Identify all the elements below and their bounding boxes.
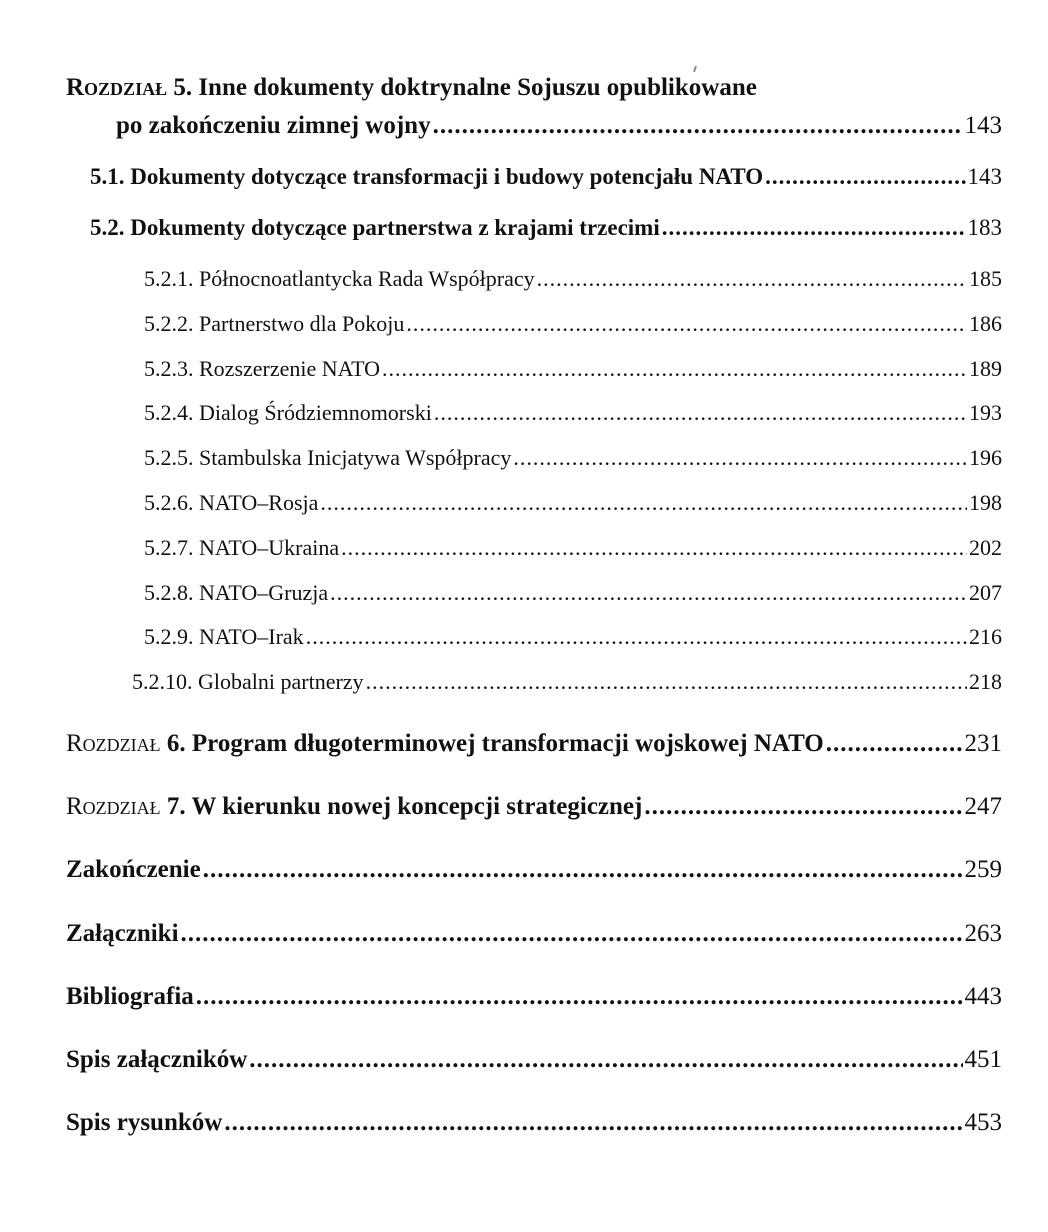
dot-leader: [249, 1046, 962, 1074]
subsection-page: 216: [969, 624, 1002, 649]
scan-speck: [693, 66, 697, 72]
subsection-label: 5.2.9. NATO–Irak: [144, 624, 304, 649]
subsection-label: 5.2.6. NATO–Rosja: [144, 490, 319, 515]
chapter-title: 7. W kierunku nowej koncepcji strategicznej: [160, 793, 643, 820]
toc-backmatter-entry: [66, 1046, 1002, 1074]
dot-leader: [196, 983, 963, 1011]
subsection-page: 218: [969, 669, 1002, 694]
subsection-page: 189: [969, 356, 1002, 381]
subsection-label: 5.2.1. Północnoatlantycka Rada Współpracy: [144, 266, 535, 291]
chapter-page: 247: [964, 793, 1002, 820]
toc-subsection-entry: [144, 535, 1002, 561]
chapter-5-prefix: Rozdział: [66, 74, 168, 101]
subsection-label: 5.2.4. Dialog Śródziemnomorski: [144, 400, 432, 425]
subsection-page: 185: [969, 266, 1002, 291]
subsection-page: 198: [969, 490, 1002, 515]
subsection-page: 193: [969, 400, 1002, 425]
dot-leader: [366, 669, 967, 695]
chapter-title: 6. Program długoterminowej transformacji wojskowej NATO: [160, 730, 824, 757]
subsection-label: 5.2.8. NATO–Gruzja: [144, 580, 329, 605]
backmatter-label: Spis załączników: [66, 1046, 248, 1073]
dot-leader: [306, 624, 967, 650]
dot-leader: [406, 311, 967, 337]
chapter-5-page: 143: [964, 112, 1002, 139]
backmatter-label: Zakończenie: [66, 856, 201, 883]
chapter-5-entry: [116, 112, 1002, 140]
toc-backmatter-entry: [66, 983, 1002, 1011]
dot-leader: [181, 920, 963, 948]
toc-chapter-entry: [66, 730, 1002, 758]
section-page: 183: [967, 215, 1002, 240]
chapter-prefix: Rozdział: [66, 793, 161, 820]
dot-leader: [826, 730, 963, 758]
dot-leader: [341, 535, 967, 561]
toc-backmatter-entry: [66, 920, 1002, 948]
section-label: 5.1. Dokumenty dotyczące transformacji i budowy potencjału NATO: [90, 164, 764, 189]
backmatter-label: Załączniki: [66, 920, 179, 947]
subsection-page: 202: [969, 535, 1002, 560]
toc-chapter-entry: [66, 793, 1002, 821]
backmatter-page: 443: [964, 983, 1002, 1010]
chapter-page: 231: [964, 730, 1002, 757]
toc-subsection-entry: [144, 445, 1002, 471]
toc-backmatter-entry: [66, 856, 1002, 884]
toc-subsection-entry: [144, 266, 1002, 292]
toc-subsection-entry: [144, 624, 1002, 650]
subsection-label: 5.2.5. Stambulska Inicjatywa Współpracy: [144, 445, 512, 470]
chapter-6-title: [66, 730, 824, 758]
toc-backmatter-entry: [66, 1109, 1002, 1137]
dot-leader: [203, 856, 963, 884]
toc-subsection-entry: [144, 580, 1002, 606]
dot-leader: [765, 164, 965, 190]
dot-leader: [513, 445, 967, 471]
dot-leader: [433, 112, 963, 140]
dot-leader: [434, 400, 967, 426]
dot-leader: [537, 266, 967, 292]
subsection-label: 5.2.3. Rozszerzenie NATO: [144, 356, 381, 381]
subsection-page: 186: [969, 311, 1002, 336]
chapter-5-title-line2: po zakończeniu zimnej wojny: [116, 112, 431, 139]
backmatter-page: 263: [964, 920, 1002, 947]
toc-subsection-entry: [144, 356, 1002, 382]
backmatter-page: 451: [964, 1046, 1002, 1073]
subsection-page: 196: [969, 445, 1002, 470]
subsection-label: 5.2.7. NATO–Ukraina: [144, 535, 340, 560]
backmatter-label: Spis rysunków: [66, 1109, 223, 1136]
toc-subsection-entry: [144, 311, 1002, 337]
toc-subsection-entry: [144, 490, 1002, 516]
dot-leader: [330, 580, 967, 606]
chapter-5-number: 5.: [167, 74, 199, 101]
dot-leader: [382, 356, 967, 382]
chapter-5-heading-line1: [66, 74, 757, 102]
toc-section-entry: [90, 215, 1002, 241]
chapter-7-title: [66, 793, 642, 821]
chapter-5-title-line1: Inne dokumenty doktrynalne Sojuszu opublikowane: [198, 74, 757, 101]
section-page: 143: [967, 164, 1002, 189]
dot-leader: [320, 490, 967, 516]
chapter-prefix: Rozdział: [66, 730, 161, 757]
backmatter-page: 453: [964, 1109, 1002, 1136]
dot-leader: [644, 793, 962, 821]
toc-subsection-entry: [144, 400, 1002, 426]
backmatter-label: Bibliografia: [66, 983, 194, 1010]
subsection-label: 5.2.10. Globalni partnerzy: [132, 669, 364, 694]
toc-subsection-entry: [132, 669, 1002, 695]
section-label: 5.2. Dokumenty dotyczące partnerstwa z krajami trzecimi: [90, 215, 660, 240]
subsection-page: 207: [969, 580, 1002, 605]
subsection-label: 5.2.2. Partnerstwo dla Pokoju: [144, 311, 405, 336]
dot-leader: [224, 1109, 962, 1137]
dot-leader: [662, 215, 966, 241]
backmatter-page: 259: [964, 856, 1002, 883]
toc-section-entry: [90, 164, 1002, 190]
